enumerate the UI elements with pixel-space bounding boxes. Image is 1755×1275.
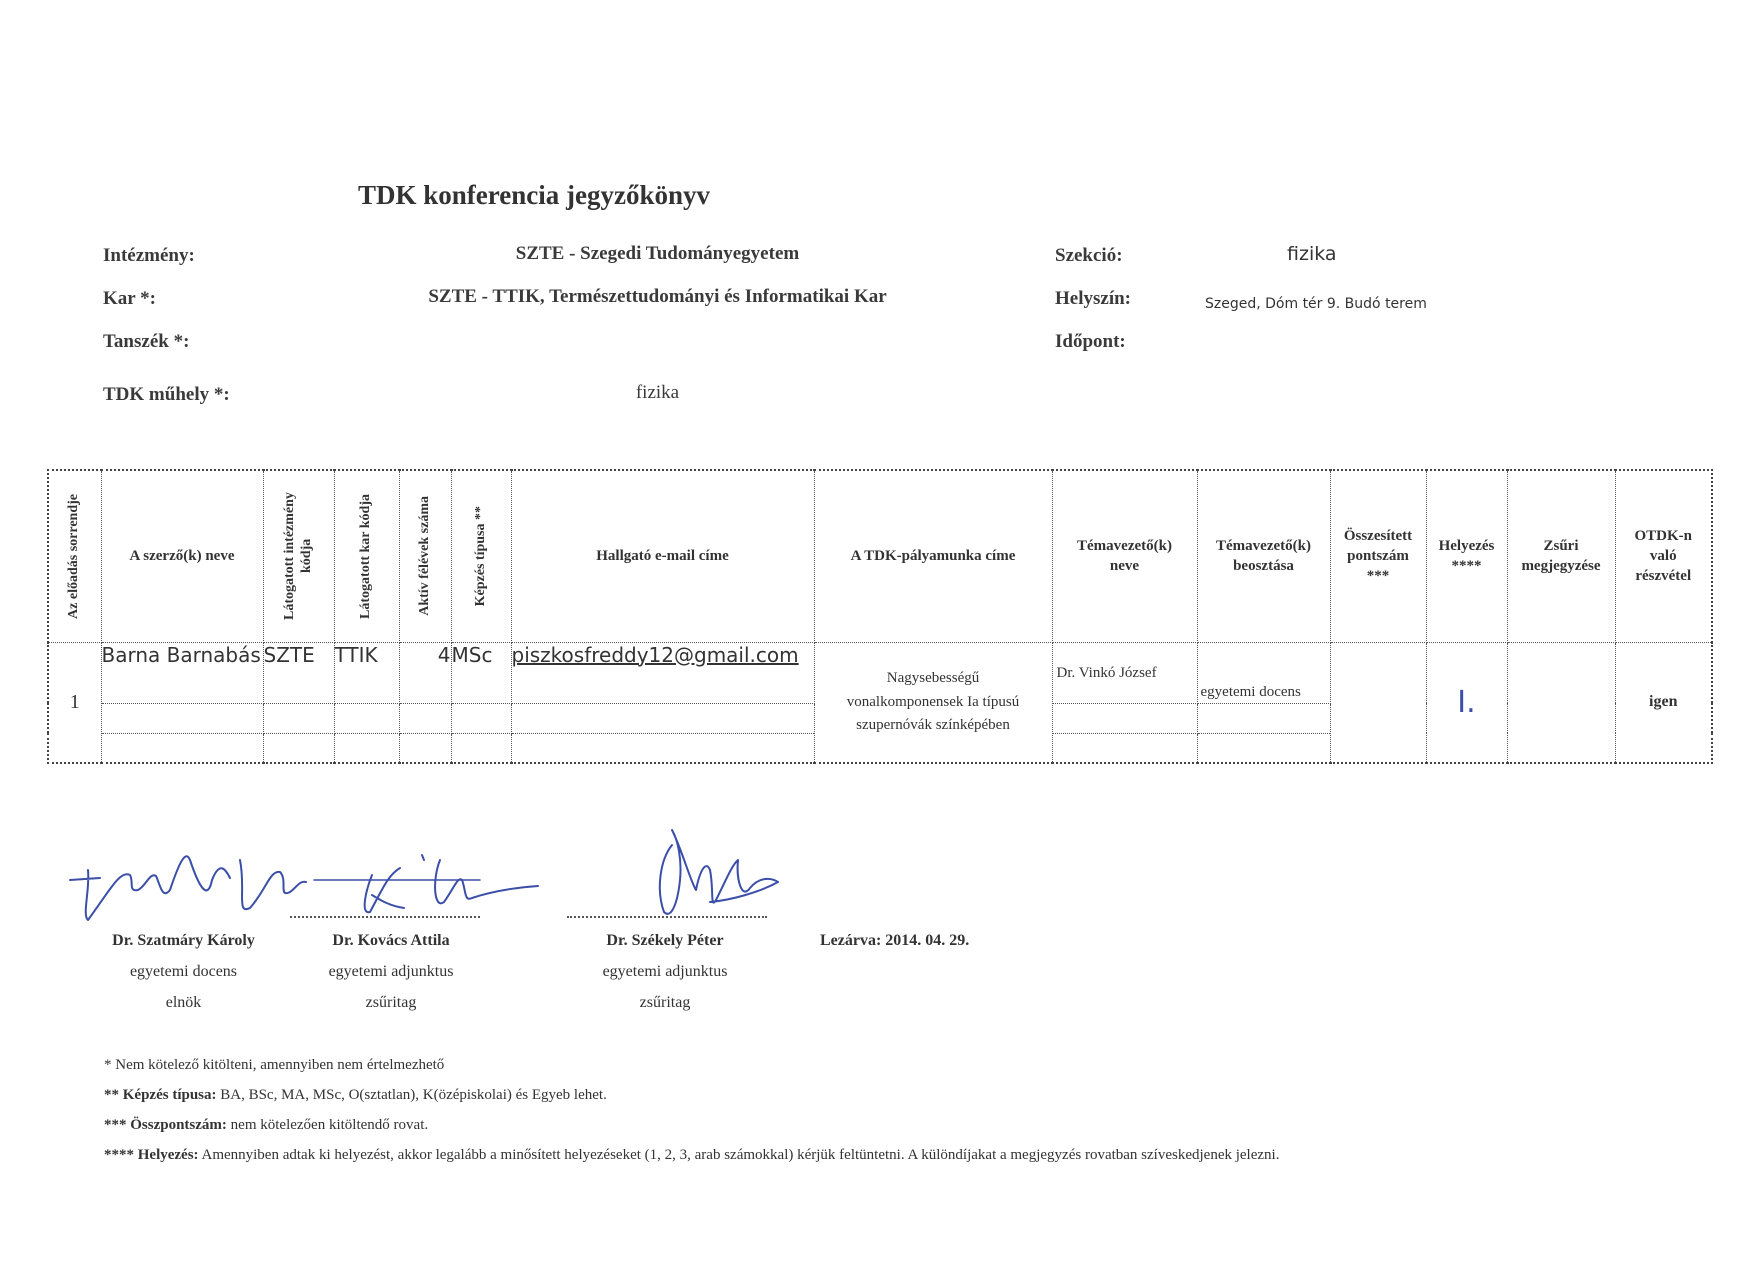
department-label: Tanszék *: [103, 331, 190, 352]
signatory-3 [580, 925, 750, 1018]
signature-line-2 [290, 916, 480, 918]
time-label: Időpont: [1055, 331, 1126, 352]
total-score-cell [1330, 642, 1426, 763]
table-header-row [48, 470, 1712, 642]
faculty-label: Kar *: [103, 288, 156, 309]
page-title: TDK konferencia jegyzőkönyv [358, 180, 710, 210]
col-header-email: Hallgató e-mail címe [511, 470, 814, 642]
workshop-value: fizika [635, 382, 680, 403]
section-value: fizika [1287, 243, 1337, 265]
institution-label: Intézmény: [103, 245, 195, 266]
footnote-3: *** Összpontszám: nem kötelezően kitöltendő rovat. [104, 1117, 429, 1133]
otdk-cell: igen [1615, 642, 1712, 763]
email-cell: piszkosfreddy12@gmail.com [511, 642, 814, 703]
signatory-3-name: Dr. Székely Péter [606, 932, 724, 949]
col-header-order: Az előadás sorrendje [48, 470, 101, 642]
institution-value: SZTE - Szegedi Tudományegyetem [515, 243, 800, 264]
closed-date: Lezárva: 2014. 04. 29. [820, 932, 970, 949]
order-cell: 1 [48, 642, 101, 763]
col-header-otdk: OTDK-n való részvétel [1615, 470, 1712, 642]
signatory-2-name: Dr. Kovács Attila [332, 932, 450, 949]
col-header-training-type: Képzés típusa ** [451, 470, 511, 642]
signatory-1 [96, 925, 271, 1018]
signatory-2 [306, 925, 476, 1018]
jury-notes-cell [1507, 642, 1615, 763]
col-header-author: A szerző(k) neve [101, 470, 263, 642]
col-header-supervisor-name: Témavezető(k) neve [1052, 470, 1197, 642]
col-header-supervisor-position: Témavezető(k) beosztása [1197, 470, 1330, 642]
signatory-1-role: elnök [165, 994, 202, 1011]
col-header-jury-notes: Zsűri megjegyzése [1507, 470, 1615, 642]
training-type-cell: MSc [451, 642, 511, 703]
semesters-cell: 4 [399, 642, 451, 703]
signatory-2-position: egyetemi adjunktus [328, 963, 454, 980]
col-header-work-title: A TDK-pályamunka címe [814, 470, 1052, 642]
col-header-total-score: Összesített pontszám *** [1330, 470, 1426, 642]
table-row [48, 642, 1712, 703]
signatory-3-role: zsűritag [639, 994, 691, 1011]
footnote-1: * Nem kötelező kitölteni, amennyiben nem értelmezhető [104, 1057, 445, 1073]
col-header-ranking: Helyezés **** [1426, 470, 1507, 642]
handwritten-signatures [60, 820, 780, 940]
footnote-4: **** Helyezés: Amennyiben adtak ki helyezést, akkor legalább a minősített helyezéseket (1, 2, 3, arab számokkal) kérjük feltüntetni. A különdíjakat a megjegyzés rovatban szíveskedjenek jelezni. [104, 1147, 1280, 1163]
faculty-code-cell: TTIK [334, 642, 399, 703]
signatory-3-position: egyetemi adjunktus [602, 963, 728, 980]
footnote-2: ** Képzés típusa: BA, BSc, MA, MSc, O(sztatlan), K(özépiskolai) és Egyeb lehet. [104, 1087, 607, 1103]
supervisor-name-cell: Dr. Vinkó József [1052, 642, 1197, 703]
results-table [47, 469, 1713, 764]
signatory-1-name: Dr. Szatmáry Károly [112, 932, 255, 949]
supervisor-position-cell: egyetemi docens [1197, 642, 1330, 703]
signatory-2-role: zsűritag [365, 994, 417, 1011]
section-label: Szekció: [1055, 245, 1123, 266]
location-label: Helyszín: [1055, 288, 1131, 309]
col-header-institution-code: Látogatott intézmény kódja [263, 470, 334, 642]
institution-code-cell: SZTE [263, 642, 334, 703]
ranking-cell: I. [1426, 642, 1507, 763]
work-title-cell: Nagysebességű vonalkomponensek Ia típusú szupernóvák színképében [814, 642, 1052, 763]
footnotes [104, 1050, 1279, 1170]
author-cell: Barna Barnabás [101, 642, 263, 703]
col-header-semesters: Aktív félévek száma [399, 470, 451, 642]
workshop-label: TDK műhely *: [103, 384, 230, 405]
faculty-value: SZTE - TTIK, Természettudományi és Informatikai Kar [428, 286, 887, 307]
signature-line-3 [567, 916, 767, 918]
col-header-faculty-code: Látogatott kar kódja [334, 470, 399, 642]
location-value: Szeged, Dóm tér 9. Budó terem [1205, 296, 1427, 312]
signatory-1-position: egyetemi docens [129, 963, 238, 980]
